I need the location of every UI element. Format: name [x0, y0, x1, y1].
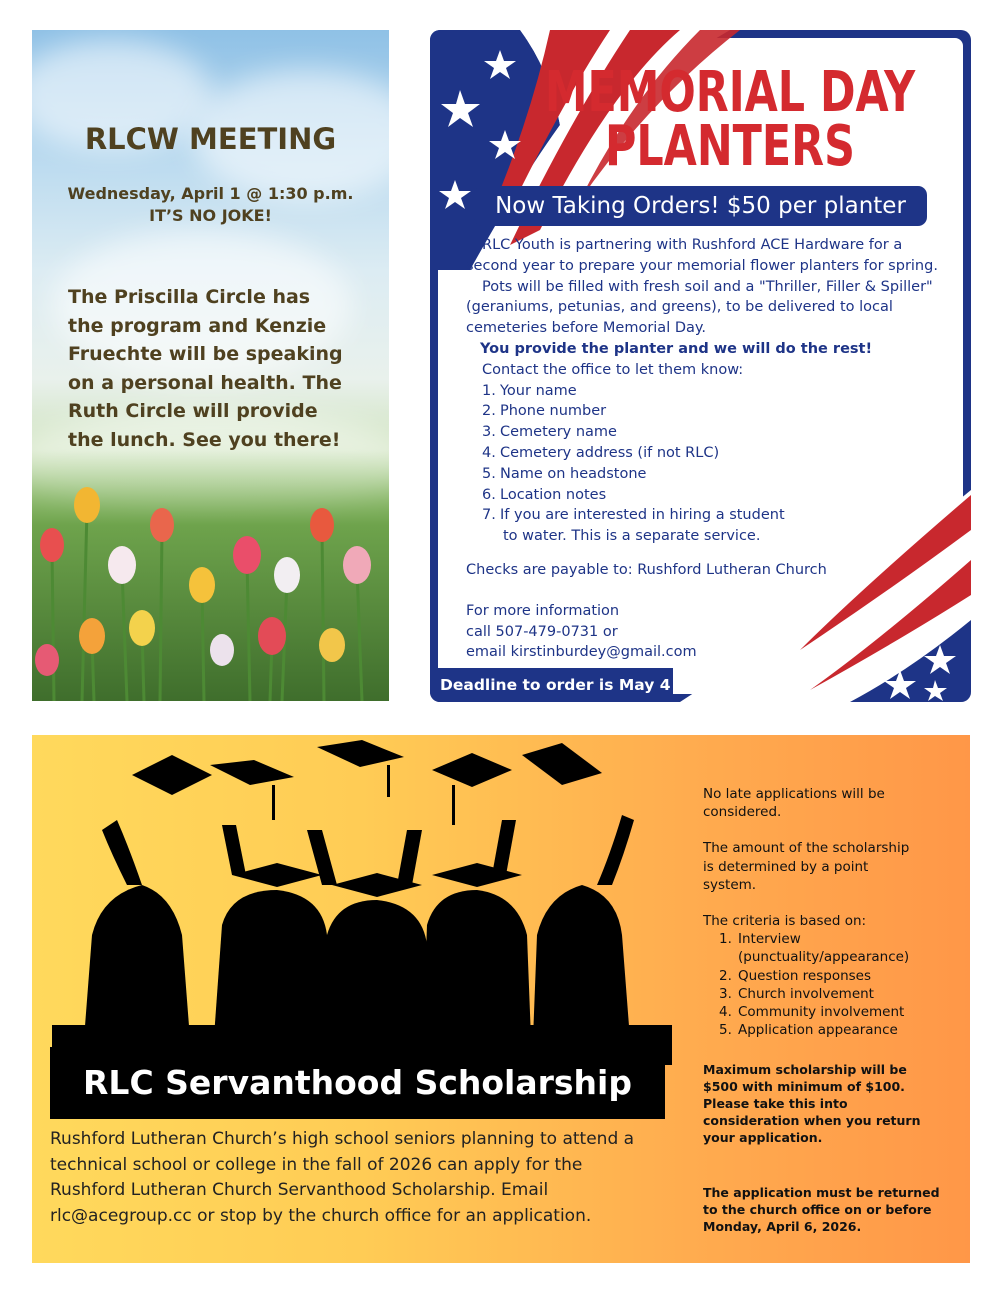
deadline-banner: Deadline to order is May 4: [430, 668, 673, 702]
scholarship-details: [703, 785, 963, 1253]
info-line: call 507-479-0731 or: [466, 623, 618, 640]
criteria-item: 3. Church involvement: [719, 985, 874, 1002]
maximum-block: Maximum scholarship will be $500 with minimum of $100. Please take this into consideration when you return your application.: [703, 1062, 921, 1146]
memorial-day-panel: [430, 30, 971, 702]
memorial-title-line2: PLANTERS: [605, 114, 855, 179]
orders-banner: Now Taking Orders! $50 per planter: [474, 186, 927, 226]
criteria-item: 1. Interview: [719, 931, 801, 948]
list-item: 1. Your name: [482, 382, 577, 399]
order-info-list: [482, 381, 956, 547]
intro-line: second year to prepare your memorial flower planters for spring.: [466, 257, 938, 274]
list-item: 2. Phone number: [482, 403, 607, 420]
criteria-item: 2. Question responses: [719, 967, 872, 984]
desc-line: technical school or college in the fall of 2026 can apply for the: [50, 1154, 583, 1175]
scholarship-description: [50, 1127, 690, 1229]
rlcw-date-line: Wednesday, April 1 @ 1:30 p.m.: [67, 184, 354, 203]
list-item: 4. Cemetery address (if not RLC): [482, 444, 720, 461]
rlcw-meeting-panel: [32, 30, 389, 701]
list-item-continuation: to water. This is a separate service.: [503, 528, 761, 545]
rlcw-body-line: Ruth Circle will provide: [68, 400, 318, 422]
rlcw-body-line: The Priscilla Circle has: [68, 286, 311, 308]
criteria-item: 5. Application appearance: [719, 1022, 898, 1039]
intro-line: (geraniums, petunias, and greens), to be delivered to local: [466, 299, 893, 316]
rlcw-tagline: IT’S NO JOKE!: [149, 206, 272, 225]
intro-line: Pots will be filled with fresh soil and a "Thriller, Filler & Spiller": [482, 278, 933, 295]
criteria-list: [719, 930, 963, 1039]
rlcw-body-line: the program and Kenzie: [68, 314, 327, 337]
no-late-block: No late applications will be considered.: [703, 786, 885, 821]
memorial-body: [466, 235, 956, 663]
graduates-silhouette-image: [32, 735, 672, 1065]
memorial-title-line1: MEMORIAL DAY: [544, 60, 916, 125]
rlcw-title: RLCW MEETING: [84, 122, 337, 156]
contact-line: Contact the office to let them know:: [482, 361, 744, 378]
scholarship-title: RLC Servanthood Scholarship: [50, 1047, 665, 1119]
rlcw-body-line: Fruechte will be speaking: [68, 343, 343, 365]
provide-planter-line: You provide the planter and we will do the rest!: [480, 340, 873, 357]
desc-line: rlc@acegroup.cc or stop by the church office for an application.: [50, 1205, 592, 1226]
list-item: 3. Cemetery name: [482, 424, 617, 441]
contact-email: email kirstinburdey@gmail.com: [466, 644, 697, 661]
amount-block: The amount of the scholarship is determined by a point system.: [703, 840, 910, 893]
rlcw-body-line: on a personal health. The: [68, 371, 342, 394]
checks-payable-line: Checks are payable to: Rushford Lutheran Church: [466, 561, 827, 578]
criteria-item: 4. Community involvement: [719, 1004, 905, 1021]
rlcw-date-block: [32, 183, 389, 227]
list-item: 5. Name on headstone: [482, 465, 647, 482]
scholarship-panel: [32, 735, 970, 1263]
info-line: For more information: [466, 602, 620, 619]
desc-line: Rushford Lutheran Church’s high school seniors planning to attend a: [50, 1129, 635, 1149]
return-block: The application must be returned to the church office on or before Monday, April 6, 2026.: [703, 1185, 940, 1235]
rlcw-body-text: [68, 283, 368, 454]
desc-line: Rushford Lutheran Church Servanthood Scholarship. Email: [50, 1180, 549, 1200]
rlcw-body-line: the lunch. See you there!: [68, 428, 341, 451]
criteria-block: The criteria is based on: 1. Interview (punctuality/appearance) 2. Question responses 3. Church involvement 4. Community involvement 5. Application appearance: [703, 912, 963, 1039]
criteria-item-continuation: (punctuality/appearance): [738, 949, 910, 966]
list-item: 7. If you are interested in hiring a student: [482, 507, 785, 524]
intro-line: cemeteries before Memorial Day.: [466, 320, 707, 337]
intro-line: RLC Youth is partnering with Rushford ACE Hardware for a: [482, 237, 903, 253]
list-item: 6. Location notes: [482, 486, 607, 503]
